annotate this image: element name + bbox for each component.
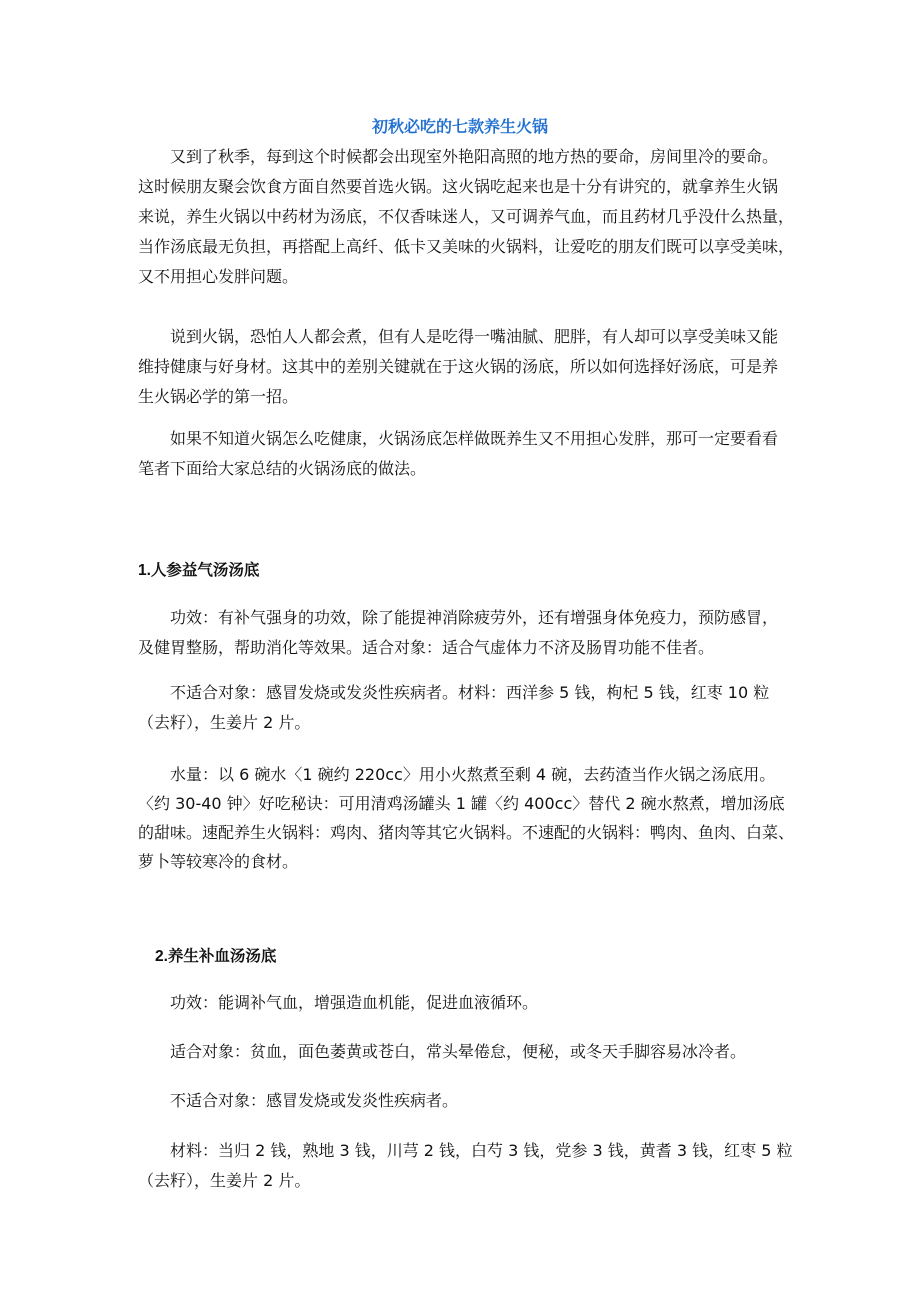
text-line: 及健胃整肠，帮助消化等效果。适合对象：适合气虚体力不济及肠胃功能不佳者。 (138, 638, 715, 657)
text-line: （去籽），生姜片 2 片。 (138, 1171, 311, 1190)
text-line: 当作汤底最无负担，再搭配上高纤、低卡又美味的火锅料，让爱吃的朋友们既可以享受美味， (138, 237, 795, 256)
section-heading-1: 1.人参益气汤汤底 (138, 562, 260, 579)
section2-paragraph-2 (138, 1037, 798, 1067)
section2-paragraph-1 (138, 988, 798, 1018)
text-line: 说到火锅，恐怕人人都会煮，但有人是吃得一嘴油腻、肥胖，有人却可以享受美味又能 (170, 327, 779, 346)
section2-paragraph-4 (138, 1136, 798, 1196)
text-line: 生火锅必学的第一招。 (138, 387, 299, 406)
section2-paragraph-3 (138, 1086, 798, 1116)
text-line: 功效：有补气强身的功效，除了能提神消除疲劳外，还有增强身体免疫力，预防感冒， (170, 608, 779, 627)
text-line: 水量：以 6 碗水〈1 碗约 220cc〉用小火熬煮至剩 4 碗，去药渣当作火锅之汤底用。 (170, 765, 776, 784)
text-line: 材料：当归 2 钱，熟地 3 钱，川芎 2 钱，白芍 3 钱，党参 3 钱，黄耆 3 钱，红枣 5 粒 (170, 1141, 793, 1160)
text-line: 又不用担心发胖问题。 (138, 267, 299, 286)
text-line: 不适合对象：感冒发烧或发炎性疾病者。 (170, 1091, 459, 1110)
text-line: 适合对象：贫血，面色萎黄或苍白，常头晕倦怠，便秘，或冬天手脚容易冰冷者。 (170, 1042, 747, 1061)
text-line: （去籽），生姜片 2 片。 (138, 713, 311, 732)
text-line: 功效：能调补气血，增强造血机能，促进血液循环。 (170, 993, 539, 1012)
section1-paragraph-2 (138, 678, 798, 738)
text-line: 的甜味。速配养生火锅料：鸡肉、猪肉等其它火锅料。不速配的火锅料：鸭肉、鱼肉、白菜、 (138, 823, 795, 842)
intro-paragraph-2 (138, 322, 798, 412)
text-line: 不适合对象：感冒发烧或发炎性疾病者。材料：西洋参 5 钱，枸杞 5 钱，红枣 10 粒 (170, 683, 770, 702)
text-line: 来说，养生火锅以中药材为汤底，不仅香味迷人，又可调养气血，而且药材几乎没什么热量， (138, 207, 795, 226)
text-line: 又到了秋季，每到这个时候都会出现室外艳阳高照的地方热的要命，房间里冷的要命。 (170, 147, 779, 166)
text-line: 这时候朋友聚会饮食方面自然要首选火锅。这火锅吃起来也是十分有讲究的，就拿养生火锅 (138, 177, 779, 196)
text-line: 维持健康与好身材。这其中的差别关键就在于这火锅的汤底，所以如何选择好汤底，可是养 (138, 357, 779, 376)
text-line: 〈约 30-40 钟〉好吃秘诀：可用清鸡汤罐头 1 罐〈约 400cc〉替代 2 碗水熬煮，增加汤底 (138, 794, 785, 813)
text-line: 笔者下面给大家总结的火锅汤底的做法。 (138, 459, 427, 478)
intro-paragraph-3 (138, 424, 798, 484)
intro-paragraph-1 (138, 142, 798, 292)
section1-paragraph-1 (138, 603, 798, 663)
section1-paragraph-3 (138, 760, 798, 876)
text-line: 萝卜等较寒冷的食材。 (138, 852, 299, 871)
section-heading-2: 2.养生补血汤汤底 (155, 948, 277, 965)
text-line: 如果不知道火锅怎么吃健康，火锅汤底怎样做既养生又不用担心发胖，那可一定要看看 (170, 429, 779, 448)
document-title: 初秋必吃的七款养生火锅 (371, 117, 548, 136)
